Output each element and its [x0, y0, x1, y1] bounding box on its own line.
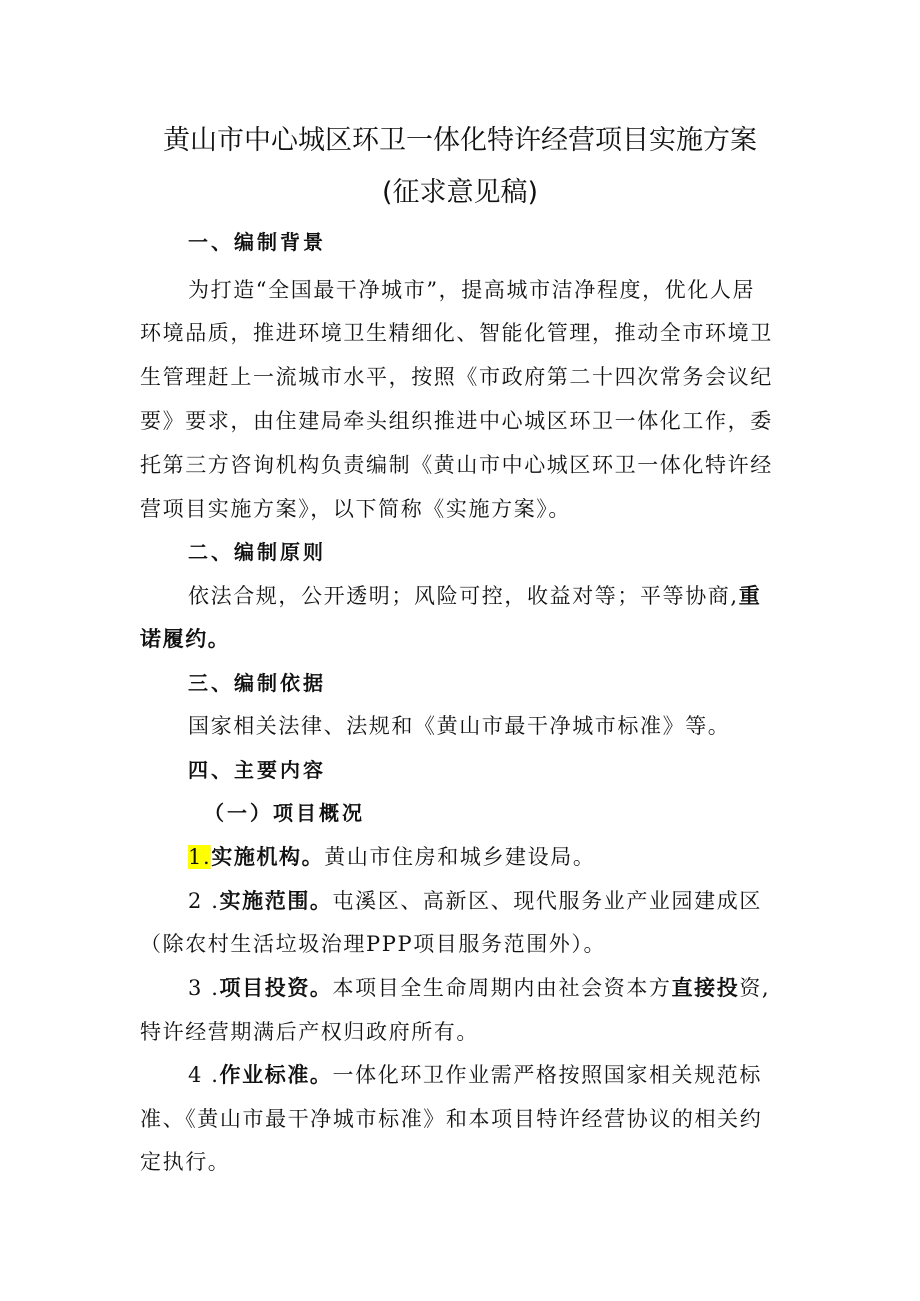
paragraph-line: 生管理赶上一流城市水平，按照《市政府第二十四次常务会议纪 [140, 365, 773, 389]
list-item [188, 968, 788, 1008]
item-text-bold: 直接投 [671, 976, 740, 1000]
paragraph-line: 环境品质，推进环境卫生精细化、智能化管理，推动全市环境卫 [140, 321, 773, 345]
item-text: 屯溪区、高新区、现代服务业产业园建成区 [332, 889, 762, 913]
subsection-heading-overview: （一）项目概况 [204, 801, 365, 825]
list-item [188, 1055, 788, 1095]
paragraph-line: 准、《黄山市最干净城市标准》和本项目特许经营协议的相关约 [140, 1107, 763, 1131]
item-text: 一体化环卫作业需严格按照国家相关规范标 [332, 1063, 762, 1087]
item-label: 实施机构。 [211, 845, 325, 869]
item-label: 实施范围。 [219, 889, 333, 913]
paragraph-line: 国家相关法律、法规和《黄山市最干净城市标准》等。 [188, 714, 731, 738]
item-text: 资, [739, 976, 771, 1000]
item-text: 本项目全生命周期内由社会资本方 [332, 976, 672, 1000]
document-title: 黄山市中心城区环卫一体化特许经营项目实施方案 [163, 125, 757, 156]
section-heading-background: 一、编制背景 [188, 230, 326, 254]
item-number: 2 . [188, 889, 220, 913]
item-label: 项目投资。 [219, 976, 333, 1000]
paragraph-line: 为打造“全国最干净城市”，提高城市洁净程度，优化人居 [188, 278, 756, 302]
paragraph-line: 诺履约。 [140, 627, 231, 651]
item-text: 黄山市住房和城乡建设局。 [324, 845, 596, 869]
section-heading-main-content: 四、主要内容 [188, 758, 326, 782]
section-heading-principles: 二、编制原则 [188, 540, 326, 564]
list-item [188, 881, 788, 921]
paragraph-line [188, 576, 788, 616]
paragraph-line: 托第三方咨询机构负责编制《黄山市中心城区环卫一体化特许经 [140, 453, 773, 477]
paragraph-line: （除农村生活垃圾治理PPP项目服务范围外）。 [140, 932, 607, 956]
principles-text: 依法合规，公开透明；风险可控，收益对等；平等协商, [188, 584, 739, 608]
paragraph-line: 特许经营期满后产权归政府所有。 [140, 1020, 479, 1044]
list-item [188, 837, 788, 877]
paragraph-line: 营项目实施方案》，以下简称《实施方案》。 [140, 497, 571, 521]
paragraph-line: 定执行。 [140, 1150, 231, 1174]
principles-text-bold: 重 [738, 584, 762, 608]
document-subtitle: (征求意见稿) [381, 177, 539, 208]
section-heading-basis: 三、编制依据 [188, 671, 326, 695]
item-number: 3 . [188, 976, 220, 1000]
item-number: 4 . [188, 1063, 220, 1087]
item-label: 作业标准。 [219, 1063, 333, 1087]
paragraph-line: 要》要求，由住建局牵头组织推进中心城区环卫一体化工作，委 [140, 409, 773, 433]
item-number: 1. [188, 845, 212, 869]
